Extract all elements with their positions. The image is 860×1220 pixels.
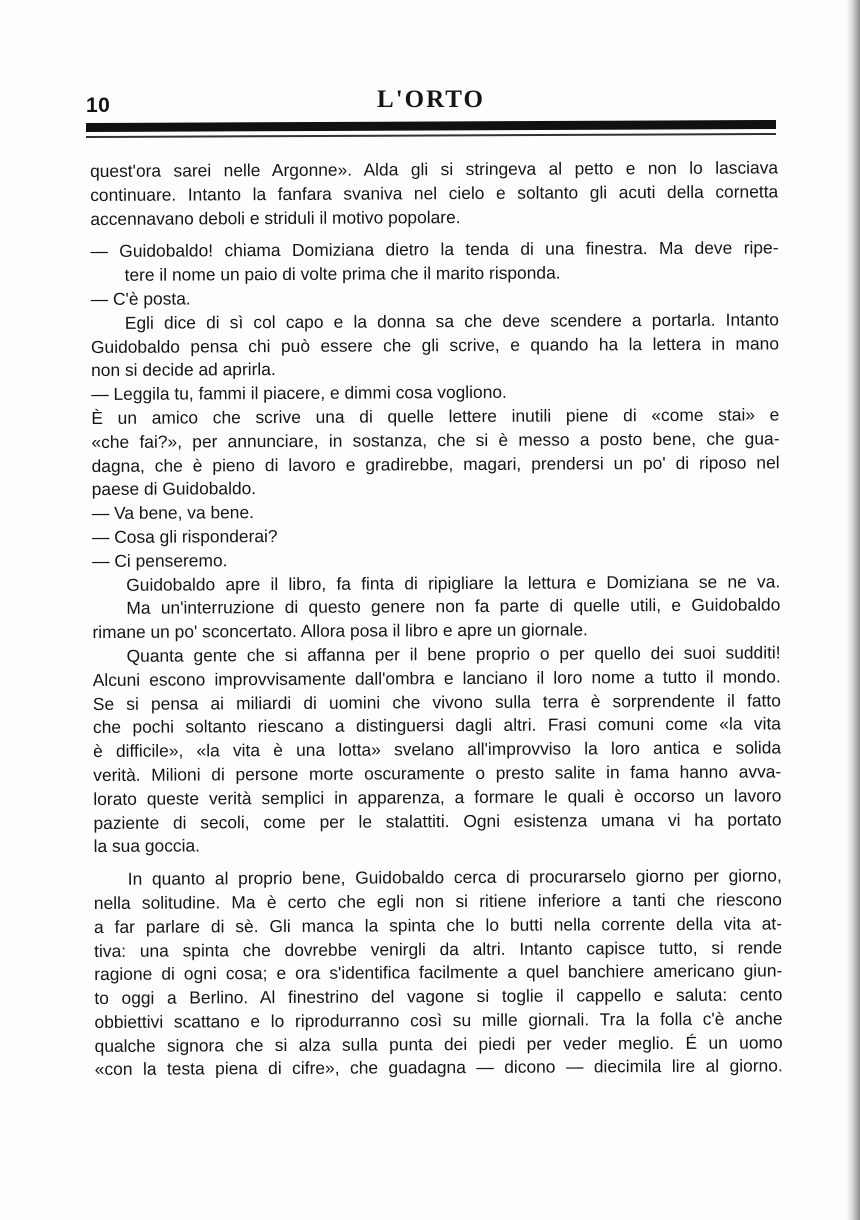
text-line: a far parlare di sè. Gli manca la spinta che lo butti nella corrente della vita at- [93, 913, 783, 937]
text-line: non si decide ad aprirla. [91, 359, 276, 381]
page-header [86, 84, 776, 120]
text-line: continuare. Intanto la fanfara svaniva nel cielo e soltanto gli acuti della cornetta [90, 181, 779, 205]
text-line: è difficile», «la vita è una lotta» svelano all'improvviso la loro antica e solida [93, 737, 782, 762]
header-rule [86, 120, 776, 132]
text-line: dagna, che è pieno di lavoro e gradirebbe, magari, prendersi un po' di riposo nel [91, 451, 780, 476]
text-line: accennavano deboli e striduli il motivo popolare. [90, 206, 461, 229]
text-line: Quanta gente che si affanna per il bene proprio o per quello dei suoi sudditi! [126, 642, 781, 666]
text-line: Egli dice di sì col capo e la donna sa che deve scendere a portarla. Intanto [124, 309, 779, 333]
text-line: obbiettivi scattano e lo riprodurranno così su mille giornali. Tra la folla c'è anche [94, 1008, 783, 1032]
text-line: verità. Milioni di persone morte oscuramente o presto salite in fama hanno avva- [93, 761, 782, 785]
text-line: quest'ora sarei nelle Argonne». Alda gli si stringeva al petto e non lo lasciava [90, 157, 779, 181]
header-rule-thin [86, 133, 776, 138]
text-line: Se si pensa ai miliardi di uomini che vivono sulla terra è sorprendente il fatto [92, 689, 781, 714]
text-line: «che fai?», per annunciare, in sostanza, che si è messo a posto bene, che gua- [91, 428, 780, 452]
text-line: la sua goccia. [93, 835, 200, 857]
text-line: — C'è posta. [90, 288, 191, 309]
text-line: — Cosa gli risponderai? [91, 525, 278, 547]
text-line: paese di Guidobaldo. [91, 478, 257, 500]
text-line: Guidobaldo pensa chi può essere che gli scrive, e quando ha la lettera in mano [90, 332, 780, 357]
page-number: 10 [86, 94, 111, 117]
text-line: — Leggila tu, fammi il piacere, e dimmi cosa vogliono. [91, 381, 507, 405]
text-line: — Va bene, va bene. [91, 502, 255, 524]
text-line: lorato queste verità semplici in apparenza, a formare le quali è occorso un lavoro [93, 785, 782, 809]
text-line: È un amico che scrive una di quelle lettere inutili piene di «come stai» e [91, 404, 780, 428]
text-line: tiva: una spinta che dovrebbe venirgli da altri. Intanto capisce tutto, si rende [94, 936, 783, 961]
text-line: — Guidobaldo! chiama Domiziana dietro la tenda di una finestra. Ma deve ripe- [90, 237, 779, 262]
text-line: Alcuni escono improvvisamente dall'ombra e lanciano il loro nome a tutto il mondo. [92, 666, 781, 690]
text-line: to oggi a Berlino. Al finestrino del vagone si toglie il cappello e saluta: cento [94, 984, 783, 1009]
text-line: Guidobaldo apre il libro, fa finta di ripigliare la lettura e Domiziana se ne va. [126, 570, 781, 595]
text-line: qualche signora che si alza sulla punta dei piedi per veder meglio. É un uomo [94, 1032, 783, 1056]
text-line: «con la testa piena di cifre», che guadagna — dicono — diecimila lire al giorno. [94, 1055, 783, 1080]
text-line: che pochi soltanto riescano a distinguersi dagli altri. Frasi comuni come «la vita [92, 713, 782, 738]
text-line: In quanto al proprio bene, Guidobaldo cerca di procurarselo giorno per giorno, [127, 865, 782, 889]
text-line: — Ci penseremo. [92, 550, 228, 571]
text-line: Ma un'interruzione di questo genere non fa parte di quelle utili, e Guidobaldo [126, 594, 781, 619]
text-line: nella solitudine. Ma è certo che egli non si ritiene inferiore a tanti che riescono [93, 889, 782, 913]
text-line: ragione di ogni cosa; e ora s'identifica facilmente a quel banchiere americano giun- [94, 960, 783, 985]
running-title: L'ORTO [377, 86, 485, 113]
page-edge-shadow [846, 0, 860, 1220]
text-line: tere il nome un paio di volte prima che il marito risponda. [124, 262, 561, 286]
body-text [90, 156, 783, 1082]
text-line: paziente di secoli, come per le stalattiti. Ogni esistenza umana vi ha portato [93, 808, 782, 833]
text-line: rimane un po' sconcertato. Allora posa il libro e apre un giornale. [92, 619, 588, 643]
